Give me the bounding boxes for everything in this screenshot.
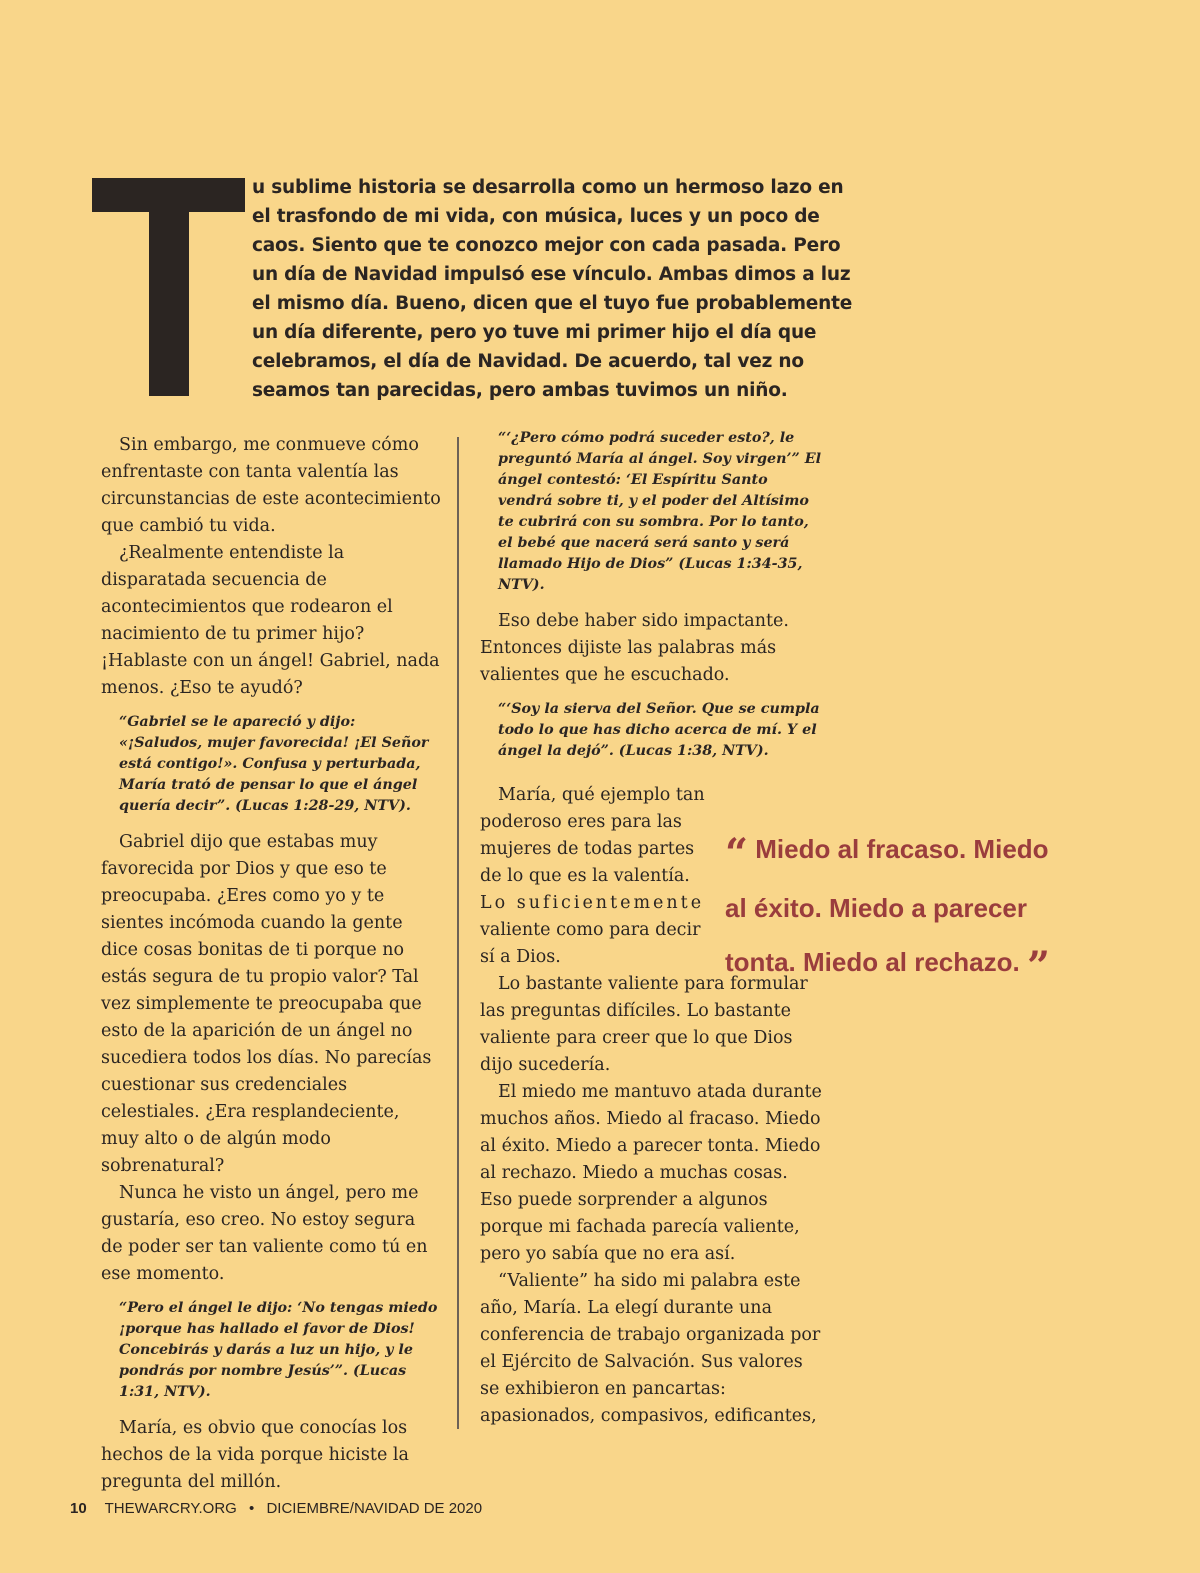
body-paragraph: Sin embargo, me conmueve cómo enfrentaste con tanta valentía las circunstancias de este acontecimiento que cambió tu vida.: [101, 435, 441, 536]
intro-line: u sublime historia se desarrolla como un hermoso lazo en: [252, 177, 844, 198]
body-paragraph: ¿Realmente entendiste la disparatada secuencia de acontecimientos que rodearon el nacimiento de tu primer hijo? ¡Hablaste con un ángel! Gabriel, nada menos. ¿Eso te ayudó?: [101, 543, 440, 698]
pull-quote-line: [725, 822, 1105, 881]
open-quote-icon: “: [725, 830, 749, 877]
dropcap-letter-t: [92, 178, 245, 396]
intro-line: un día de Navidad impulsó ese vínculo. Ambas dimos a luz: [252, 264, 851, 285]
body-paragraph: El miedo me mantuvo atada durante muchos años. Miedo al fracaso. Miedo al éxito. Miedo a parecer tonta. Miedo al rechazo. Miedo a muchas cosas. Eso puede sorprender a algunos porque mi fachada parecía valiente, pero yo sabía que no era así.: [480, 1082, 822, 1264]
intro-paragraph: [252, 173, 853, 405]
narrow-line: valiente como para decir: [480, 920, 701, 940]
issue-name: DICIEMBRE/NAVIDAD DE 2020: [266, 1500, 483, 1517]
scripture-quote: “‘¿Pero cómo podrá suceder esto?, le preguntó María al ángel. Soy virgen’” El ángel contestó: ‘El Espíritu Santo vendrá sobre ti, y el poder del Altísimo te cubrirá con su sombra. Por lo tanto, el bebé que nacerá será santo y será llamado Hijo de Dios” (Lucas 1:34-35, NTV).: [498, 430, 822, 593]
left-column: [101, 432, 441, 1496]
intro-line: un día diferente, pero yo tuve mi primer hijo el día que: [252, 322, 817, 343]
narrow-line: mujeres de todas partes: [480, 839, 695, 859]
footer-separator: •: [249, 1500, 255, 1517]
pull-quote-line: [725, 935, 1105, 994]
column-divider: [457, 437, 459, 1429]
page-number: 10: [70, 1500, 87, 1517]
narrow-line: de lo que es la valentía.: [480, 866, 690, 886]
body-paragraph: María, es obvio que conocías los hechos de la vida porque hiciste la pregunta del millón.: [101, 1418, 409, 1492]
paragraph-rest: para formular las preguntas difíciles. Lo bastante valiente para creer que lo que Dios dijo sucedería.: [480, 974, 808, 1075]
narrow-line: poderoso eres para las: [480, 812, 682, 832]
scripture-quote: “‘Soy la sierva del Señor. Que se cumpla todo lo que has dicho acerca de mí. Y el ángel la dejó”. (Lucas 1:38, NTV).: [498, 701, 820, 759]
scripture-quote: “Gabriel se le apareció y dijo: «¡Saludos, mujer favorecida! ¡El Señor está contigo!». Confusa y perturbada, María trató de pensar lo que el ángel quería decir”. (Lucas 1:28-29, NTV).: [119, 714, 429, 814]
intro-line: el mismo día. Bueno, dicen que el tuyo fue probablemente: [252, 293, 853, 314]
scripture-quote: “Pero el ángel le dijo: ‘No tengas miedo ¡porque has hallado el favor de Dios! Concebirás y darás a luz un hijo, y le pondrás por nombre Jesús’”. (Lucas 1:31, NTV).: [119, 1300, 438, 1400]
narrow-line: María, qué ejemplo tan: [498, 785, 705, 805]
body-paragraph: Eso debe haber sido impactante. Entonces dijiste las palabras más valientes que he escuchado.: [480, 611, 789, 685]
narrow-line: Lo suficientemente: [480, 893, 705, 913]
pull-quote-text: tonta. Miedo al rechazo.: [725, 947, 1020, 977]
intro-line: caos. Siento que te conozco mejor con cada pasada. Pero: [252, 235, 841, 256]
body-paragraph: “Valiente” ha sido mi palabra este año, María. La elegí durante una conferencia de trabajo organizada por el Ejército de Salvación. Sus valores se exhibieron en pancartas: apasionados, compasivos, edificantes,: [480, 1271, 821, 1426]
page-footer: [70, 1500, 482, 1517]
intro-line: el trasfondo de mi vida, con música, luces y un poco de: [252, 206, 820, 227]
intro-line: celebramos, el día de Navidad. De acuerdo, tal vez no: [252, 351, 804, 372]
pull-quote-line: al éxito. Miedo a parecer: [725, 893, 1028, 923]
pull-quote: [725, 822, 1105, 994]
dropcap-stem: [149, 178, 189, 396]
site-name: THEWARCRY.ORG: [104, 1500, 237, 1517]
body-paragraph: Nunca he visto un ángel, pero me gustaría, eso creo. No estoy segura de poder ser tan valiente como tú en ese momento.: [101, 1183, 428, 1284]
close-quote-icon: ”: [1026, 943, 1050, 990]
pull-quote-text: Miedo al fracaso. Miedo: [755, 834, 1049, 864]
intro-line: seamos tan parecidas, pero ambas tuvimos un niño.: [252, 380, 788, 401]
body-paragraph: Gabriel dijo que estabas muy favorecida por Dios y que eso te preocupaba. ¿Eres como yo y te sientes incómoda cuando la gente dice cosas bonitas de ti porque no estás segura de tu propio valor? Tal vez simplemente te preocupaba que esto de la aparición de un ángel no sucediera todos los días. No parecías cuestionar sus credenciales celestiales. ¿Era resplandeciente, muy alto o de algún modo sobrenatural?: [101, 832, 432, 1176]
narrow-line: sí a Dios.: [480, 947, 561, 967]
narrow-line: Lo bastante valiente: [498, 974, 679, 994]
